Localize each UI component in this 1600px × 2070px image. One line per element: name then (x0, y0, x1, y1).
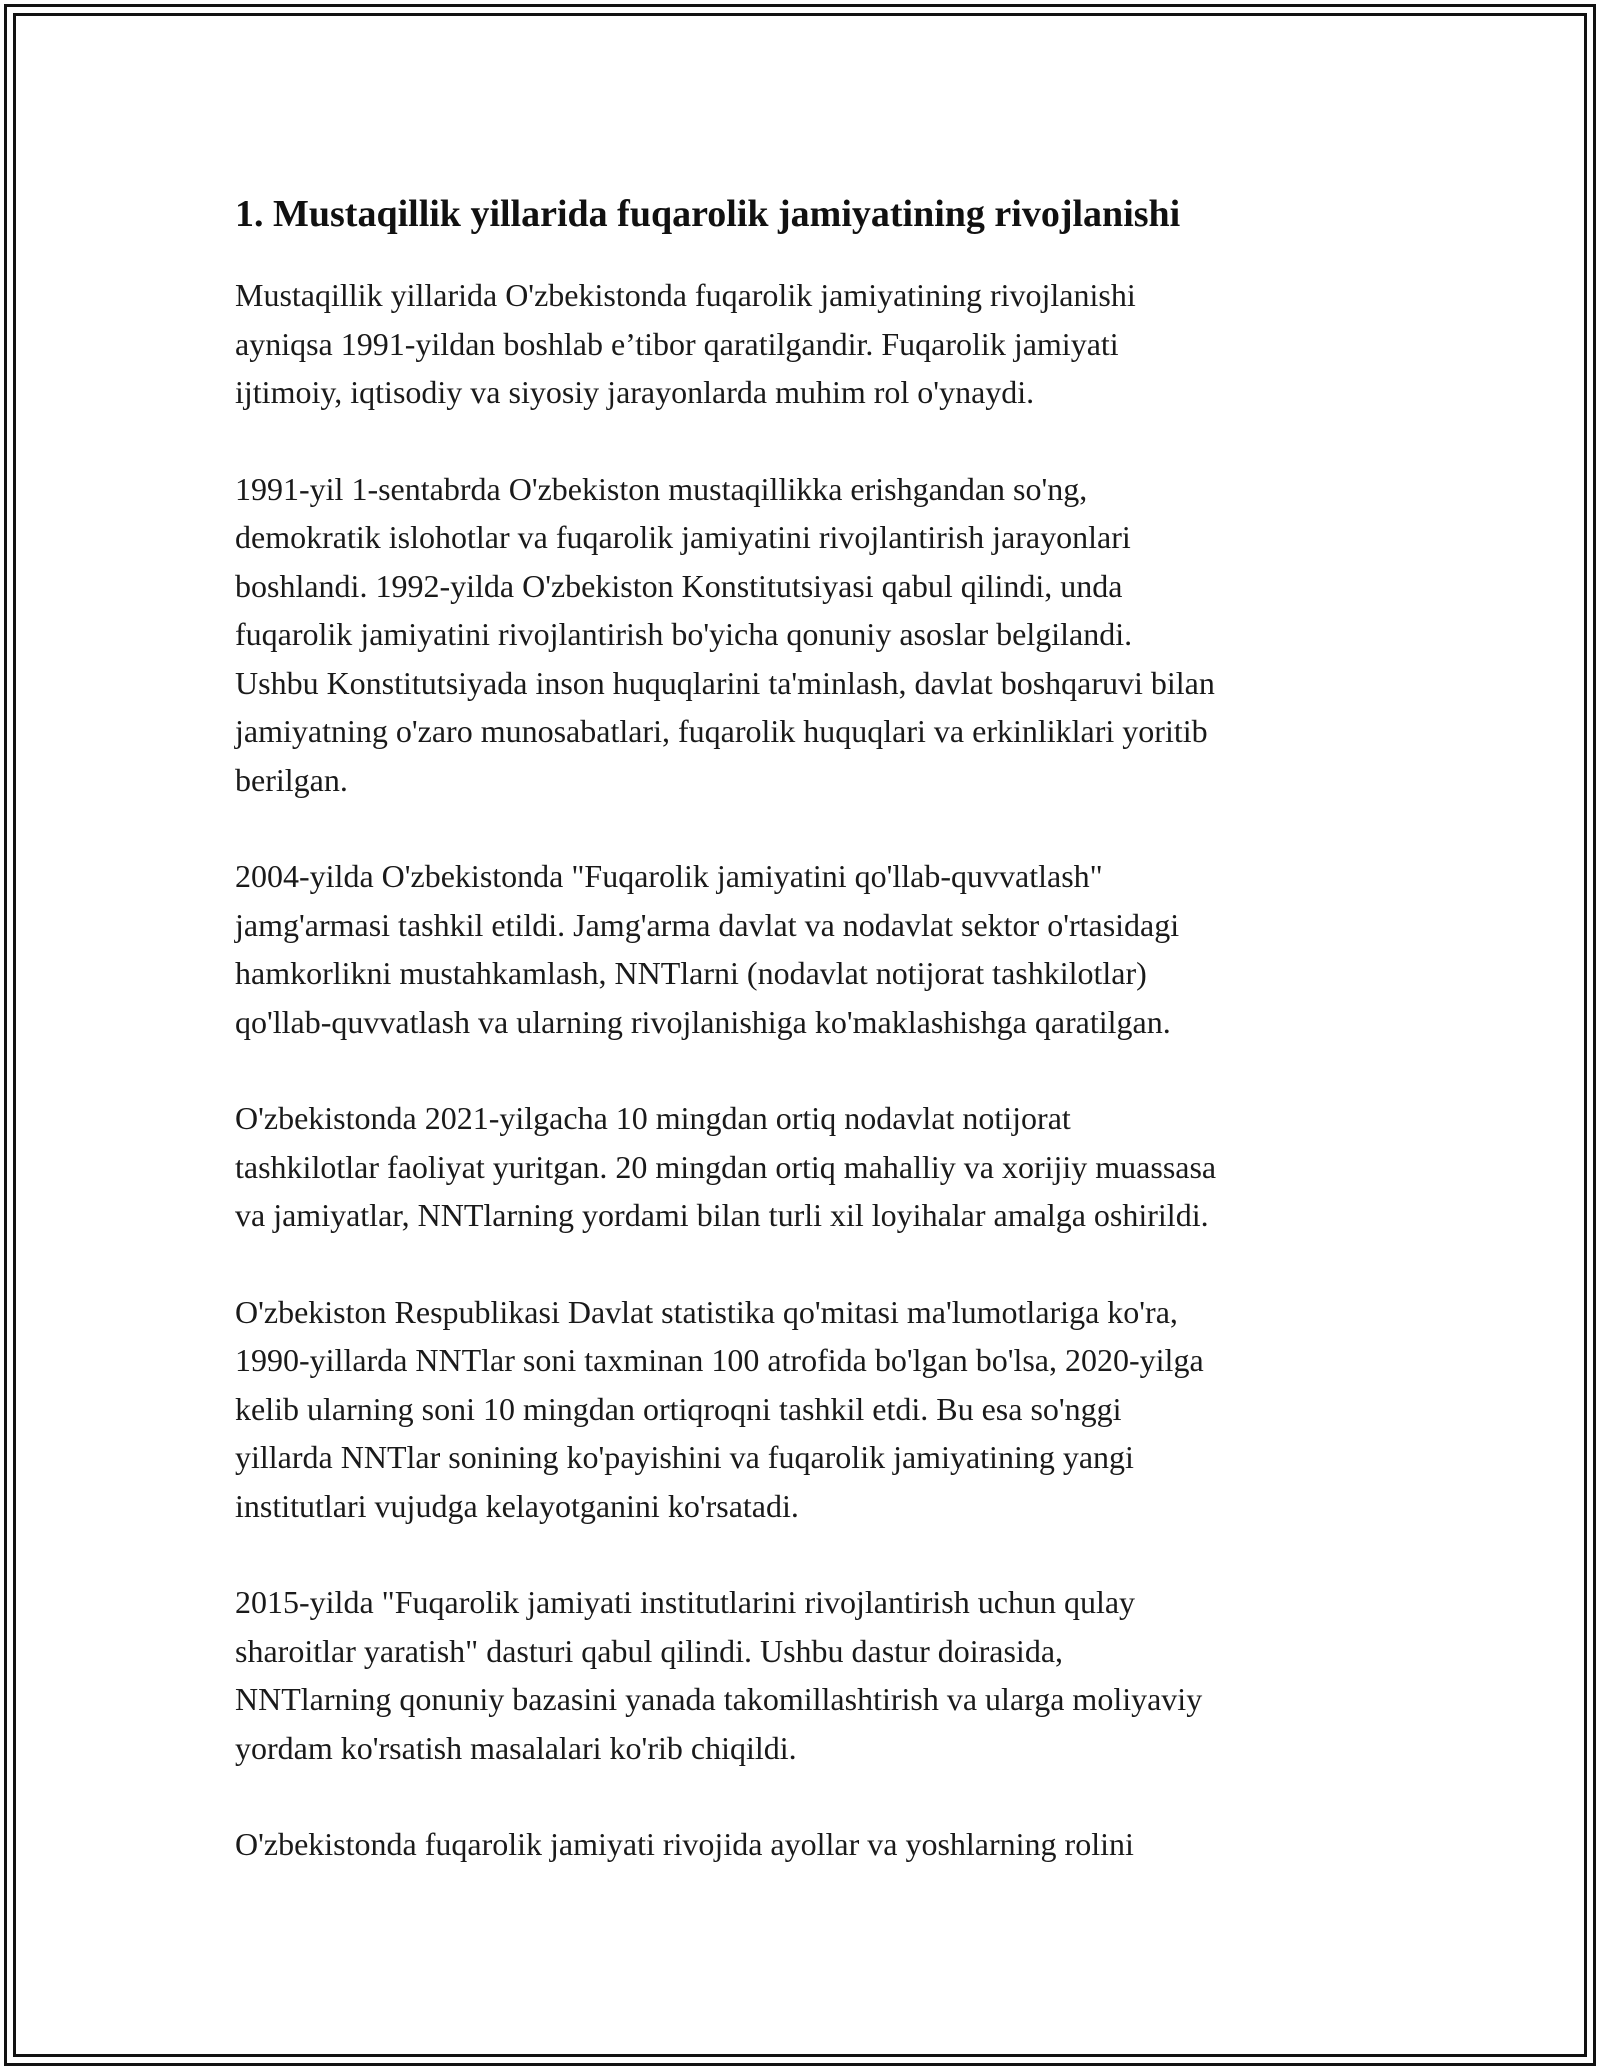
text-line: ijtimoiy, iqtisodiy va siyosiy jarayonlarda muhim rol o'ynaydi. (235, 374, 1035, 410)
paragraph (235, 1288, 1370, 1531)
text-line: 1991-yil 1-sentabrda O'zbekiston mustaqillikka erishgandan so'ng, (235, 470, 1088, 507)
text-line: sharoitlar yaratish" dasturi qabul qilindi. Ushbu dastur doirasida, (235, 1632, 1064, 1669)
document-body (235, 188, 1370, 1917)
text-line: ayniqsa 1991-yildan boshlab e’tibor qaratilgandir. Fuqarolik jamiyati (235, 325, 1119, 362)
text-line: 2004-yilda O'zbekistonda "Fuqarolik jamiyatini qo'llab-quvvatlash" (235, 858, 1103, 894)
text-line: va jamiyatlar, NNTlarning yordami bilan turli xil loyihalar amalga oshirildi. (235, 1197, 1209, 1233)
paragraph (235, 1820, 1370, 1869)
text-line: qo'llab-quvvatlash va ularning rivojlanishiga ko'maklashishga qaratilgan. (235, 1003, 1171, 1040)
text-line: hamkorlikni mustahkamlash, NNTlarni (nodavlat notijorat tashkilotlar) (235, 955, 1147, 991)
text-line: boshlandi. 1992-yilda O'zbekiston Konstitutsiyasi qabul qilindi, unda (235, 567, 1123, 604)
text-line: O'zbekistonda fuqarolik jamiyati rivojida ayollar va yoshlarning rolini (235, 1826, 1134, 1862)
text-line: demokratik islohotlar va fuqarolik jamiyatini rivojlantirish jarayonlari (235, 519, 1131, 555)
text-line: kelib ularning soni 10 mingdan ortiqroqni tashkil etdi. Bu esa so'nggi (235, 1390, 1122, 1427)
paragraph (235, 852, 1370, 1046)
text-line: O'zbekiston Respublikasi Davlat statistika qo'mitasi ma'lumotlariga ko'ra, (235, 1293, 1178, 1330)
paragraph (235, 465, 1370, 805)
section-heading: 1. Mustaqillik yillarida fuqarolik jamiyatining rivojlanishi (235, 193, 1181, 235)
paragraph (235, 1578, 1370, 1772)
text-line: O'zbekistonda 2021-yilgacha 10 mingdan ortiq nodavlat notijorat (235, 1100, 1071, 1136)
text-line: yordam ko'rsatish masalalari ko'rib chiqildi. (235, 1729, 797, 1766)
text-line: jamg'armasi tashkil etildi. Jamg'arma davlat va nodavlat sektor o'rtasidagi (235, 906, 1180, 943)
text-line: fuqarolik jamiyatini rivojlantirish bo'yicha qonuniy asoslar belgilandi. (235, 616, 1133, 652)
text-line: jamiyatning o'zaro munosabatlari, fuqarolik huquqlari va erkinliklari yoritib (235, 713, 1208, 749)
text-line: tashkilotlar faoliyat yuritgan. 20 mingdan ortiq mahalliy va xorijiy muassasa (235, 1148, 1217, 1185)
text-line: yillarda NNTlar sonining ko'payishini va fuqarolik jamiyatining yangi (235, 1439, 1134, 1475)
text-line: NNTlarning qonuniy bazasini yanada takomillashtirish va ularga moliyaviy (235, 1681, 1203, 1717)
paragraph-list (235, 271, 1370, 1869)
text-line: 1990-yillarda NNTlar soni taxminan 100 atrofida bo'lgan bo'lsa, 2020-yilga (235, 1342, 1204, 1378)
text-line: Mustaqillik yillarida O'zbekistonda fuqarolik jamiyatining rivojlanishi (235, 277, 1136, 313)
paragraph (235, 271, 1370, 417)
text-line: berilgan. (235, 761, 348, 798)
text-line: institutlari vujudga kelayotganini ko'rsatadi. (235, 1487, 799, 1524)
text-line: 2015-yilda "Fuqarolik jamiyati institutlarini rivojlantirish uchun qulay (235, 1584, 1136, 1620)
paragraph (235, 1094, 1370, 1240)
text-line: Ushbu Konstitutsiyada inson huquqlarini ta'minlash, davlat boshqaruvi bilan (235, 664, 1215, 701)
